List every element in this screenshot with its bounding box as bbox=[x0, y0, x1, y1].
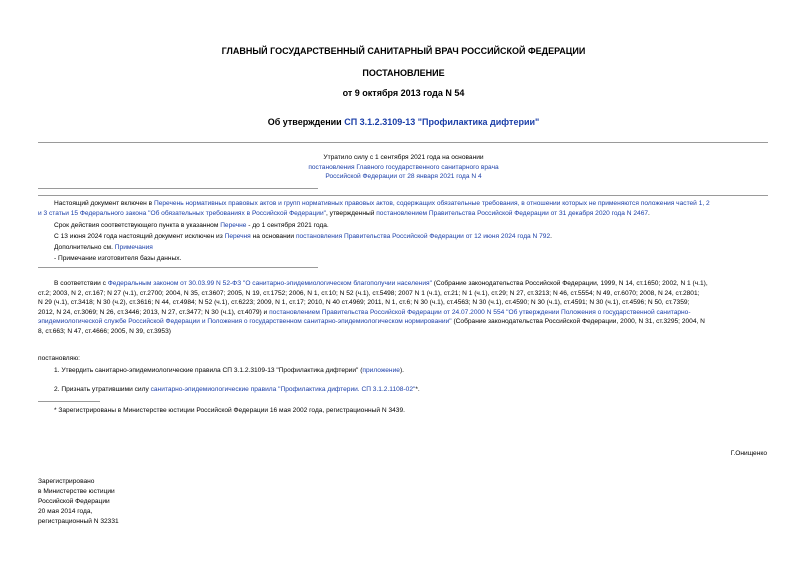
note-line-3: С 13 июня 2024 года настоящий документ исключен из Перечня на основании постановления Правительства Российской Федерации от 12 июня 2024 года N 792. bbox=[54, 233, 552, 240]
remarks-link[interactable]: Примечания bbox=[114, 244, 153, 251]
note-line-5: - Примечание изготовителя базы данных. bbox=[54, 255, 182, 262]
notes-divider bbox=[38, 195, 768, 196]
perechen-exclusion-link[interactable]: Перечня bbox=[224, 233, 251, 240]
expiry-line-1: Утратило силу с 1 сентября 2021 года на основании bbox=[323, 154, 484, 161]
expiry-note bbox=[0, 153, 807, 182]
perechen-short-link[interactable]: Перечне bbox=[220, 222, 247, 229]
decree-word: постановляю: bbox=[38, 355, 81, 362]
document-date-number: от 9 октября 2013 года N 54 bbox=[342, 88, 465, 98]
registration-block: Зарегистрировано в Министерстве юстиции Российской Федерации 20 мая 2014 года, регистрационный N 32331 bbox=[38, 478, 119, 525]
title-link[interactable]: СП 3.1.2.3109-13 "Профилактика дифтерии" bbox=[344, 117, 540, 127]
note-line-4: Дополнительно см. Примечания bbox=[54, 244, 153, 251]
expiry-link-date[interactable]: Российской Федерации от 28 января 2021 года N 4 bbox=[325, 173, 482, 181]
header-divider bbox=[38, 142, 768, 143]
expiry-link[interactable]: постановления Главного государственного санитарного врача bbox=[308, 163, 499, 171]
item-2: 2. Признать утратившими силу санитарно-эпидемиологические правила "Профилактика дифтерии. СП 3.1.2.1108-02"*. bbox=[54, 386, 420, 393]
document-title bbox=[0, 117, 807, 127]
federal-law-52-link[interactable]: Федеральным законом от 30.03.99 N 52-ФЗ "О санитарно-эпидемиологическом благополучии населения" bbox=[107, 280, 432, 287]
perechen-link[interactable]: Перечень нормативных правовых актов и групп нормативных правовых актов, содержащих обязательные требования, в отношении которых не применяются положения частей 1, 2 bbox=[153, 200, 710, 207]
note-line-1: Настоящий документ включен в Перечень нормативных правовых актов и групп нормативных правовых актов, содержащих обязательные требования, в отношении которых не применяются положения частей 1, 2 bbox=[54, 200, 710, 207]
signature: Г.Онищенко bbox=[730, 450, 767, 457]
note-line-1b: и 3 статьи 15 Федерального закона "Об обязательных требованиях в Российской Федерации", утвержденный постановлением Правительства Российской Федерации от 31 декабря 2020 года N 2467. bbox=[38, 210, 650, 217]
issuing-authority: ГЛАВНЫЙ ГОСУДАРСТВЕННЫЙ САНИТАРНЫЙ ВРАЧ РОССИЙСКОЙ ФЕДЕРАЦИИ bbox=[221, 46, 586, 56]
sp-1108-02-link[interactable]: санитарно-эпидемиологические правила "Профилактика дифтерии. СП 3.1.2.1108-02" bbox=[150, 386, 416, 393]
notes-divider-bottom bbox=[38, 267, 318, 268]
item-1: 1. Утвердить санитарно-эпидемиологические правила СП 3.1.2.3109-13 "Профилактика дифтерии" (приложение). bbox=[54, 367, 404, 374]
footnote: * Зарегистрированы в Министерстве юстиции Российской Федерации 16 мая 2002 года, регистрационный N 3439. bbox=[54, 407, 405, 414]
law-link[interactable]: и 3 статьи 15 Федерального закона "Об обязательных требованиях в Российской Федерации" bbox=[38, 210, 327, 217]
government-decree-link[interactable]: постановлением Правительства Российской Федерации от 31 декабря 2020 года N 2467 bbox=[376, 210, 649, 217]
decree-554-link-cont[interactable]: эпидемиологической службе Российской Федерации и Положения о государственном санитарно-эпидемиологическом нормировании" bbox=[38, 318, 452, 326]
title-prefix: Об утверждении bbox=[267, 117, 345, 127]
preamble-paragraph: В соответствии с Федеральным законом от 30.03.99 N 52-ФЗ "О санитарно-эпидемиологическом благополучии населения" (Собрание законодательства Российской Федерации, 1999, N 14, ст.1650; 2002, N 1 (ч.1), ст.2; 2003, N 2, ст.167; N 27 (ч.1), ст.2700; 2004, N 35, ст.3607; 2005, N 19, ст.1752; 2006, N 1, ст.10; N 52 (ч.1), ст.5498; 2007 N 1 (ч.1), ст.21; N 1 (ч.1), ст.29; N 27, ст.3213; N 46, ст.5554; N 49, ст.6070; 2008, N 24, ст.2801; N 29 (ч.1), ст.3418; N 30 (ч.2), ст.3616; N 44, ст.4984; N 52 (ч.1), ст.6223; 2009, N 1, ст.17; 2010, N 40 ст.4969; 2011, N 1, ст.6; N 30 (ч.1), ст.4563; N 30 (ч.1), ст.4590; N 30 (ч.1), ст.4591; N 30 (ч.1), ст.4596; N 50, ст.7359; 2012, N 24, ст.3069; N 26, ст.3446; 2013, N 27, ст.3477; N 30 (ч.1), ст.4079) и постановлением Правительства Российской Федерации от 24.07.2000 N 554 "Об утверждении Положения о государственной санитарно- эпидемиологической службе Российской Федерации и Положения о государственном санитарно-эпидемиологическом нормировании" (Собрание законодательства Российской Федерации, 2000, N 31, ст.3295; 2004, N 8, ст.663; N 47, ст.4666; 2005, N 39, ст.3953) bbox=[38, 280, 708, 335]
notes-divider-top bbox=[38, 188, 318, 189]
decree-792-link[interactable]: постановления Правительства Российской Федерации от 12 июня 2024 года N 792 bbox=[295, 233, 551, 240]
footnote-divider bbox=[38, 401, 100, 402]
decree-554-link[interactable]: постановлением Правительства Российской Федерации от 24.07.2000 N 554 "Об утверждении Положения о государственной санитарно- bbox=[269, 308, 691, 316]
note-line-2: Срок действия соответствующего пункта в указанном Перечне - до 1 сентября 2021 года. bbox=[54, 222, 329, 229]
appendix-link[interactable]: приложение bbox=[362, 367, 400, 374]
document-type: ПОСТАНОВЛЕНИЕ bbox=[362, 68, 445, 78]
